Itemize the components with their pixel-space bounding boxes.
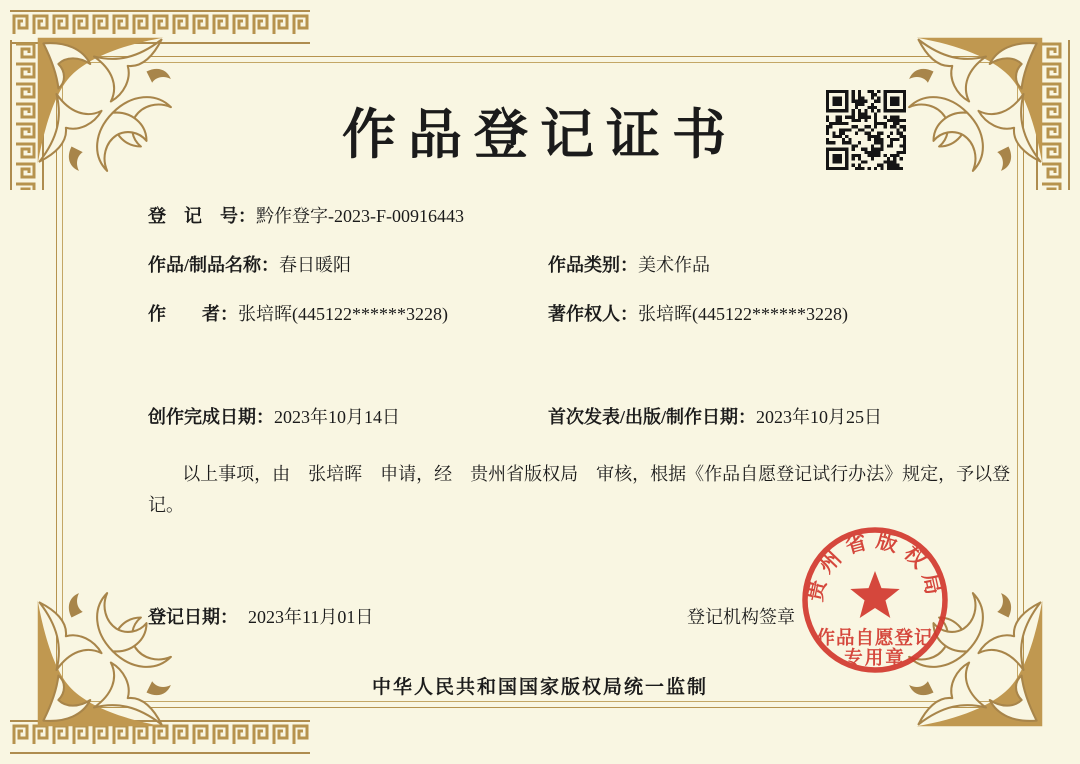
rights-holder-value: 张培晖(445122******3228): [638, 304, 848, 324]
completion-date-label: 创作完成日期：: [148, 407, 274, 427]
work-name-label: 作品/制品名称：: [148, 255, 280, 275]
reg-no-label: 登 记 号：: [148, 206, 256, 226]
field-row-dates: [148, 406, 1010, 428]
seal-caption: 登记机构签章: [687, 607, 795, 627]
field-category: [548, 254, 710, 276]
qr-code-icon: [826, 90, 906, 170]
acanthus-flourish-icon: [34, 580, 184, 730]
author-value: 张培晖(445122******3228): [238, 304, 448, 324]
author-label: 作 者：: [148, 304, 238, 324]
seal-line1: 作品自愿登记: [816, 627, 934, 648]
registration-statement: 以上事项，由 张培晖 申请，经 贵州省版权局 审核，根据《作品自愿登记试行办法》规定，予以登记。: [148, 464, 1011, 515]
seal-line2: 专用章: [844, 647, 906, 668]
official-seal: [799, 524, 951, 676]
reg-date-label: 登记日期：: [148, 607, 238, 627]
completion-date-value: 2023年10月14日: [274, 407, 400, 427]
category-label: 作品类别：: [548, 255, 638, 275]
work-name-value: 春日暖阳: [279, 255, 352, 275]
rights-holder-label: 著作权人：: [548, 304, 638, 324]
field-reg-no: [148, 205, 1010, 227]
field-row-work: [148, 254, 1010, 276]
publish-date-label: 首次发表/出版/制作日期：: [548, 407, 757, 427]
reg-no-value: 黔作登字-2023-F-00916443: [256, 206, 464, 226]
reg-date-value: 2023年11月01日: [248, 607, 374, 627]
footer-issuer-line: 中华人民共和国国家版权局统一监制: [371, 677, 708, 698]
field-row-author: [148, 303, 1010, 325]
publish-date-value: 2023年10月25日: [756, 407, 883, 427]
red-star-icon: [850, 571, 899, 618]
seal-arc-text: 贵州省版权局: [803, 528, 947, 604]
field-rights-holder: [548, 303, 848, 325]
certificate-title: 作品登记证书: [342, 105, 738, 165]
field-publish-date: [548, 406, 882, 428]
category-value: 美术作品: [638, 255, 710, 275]
